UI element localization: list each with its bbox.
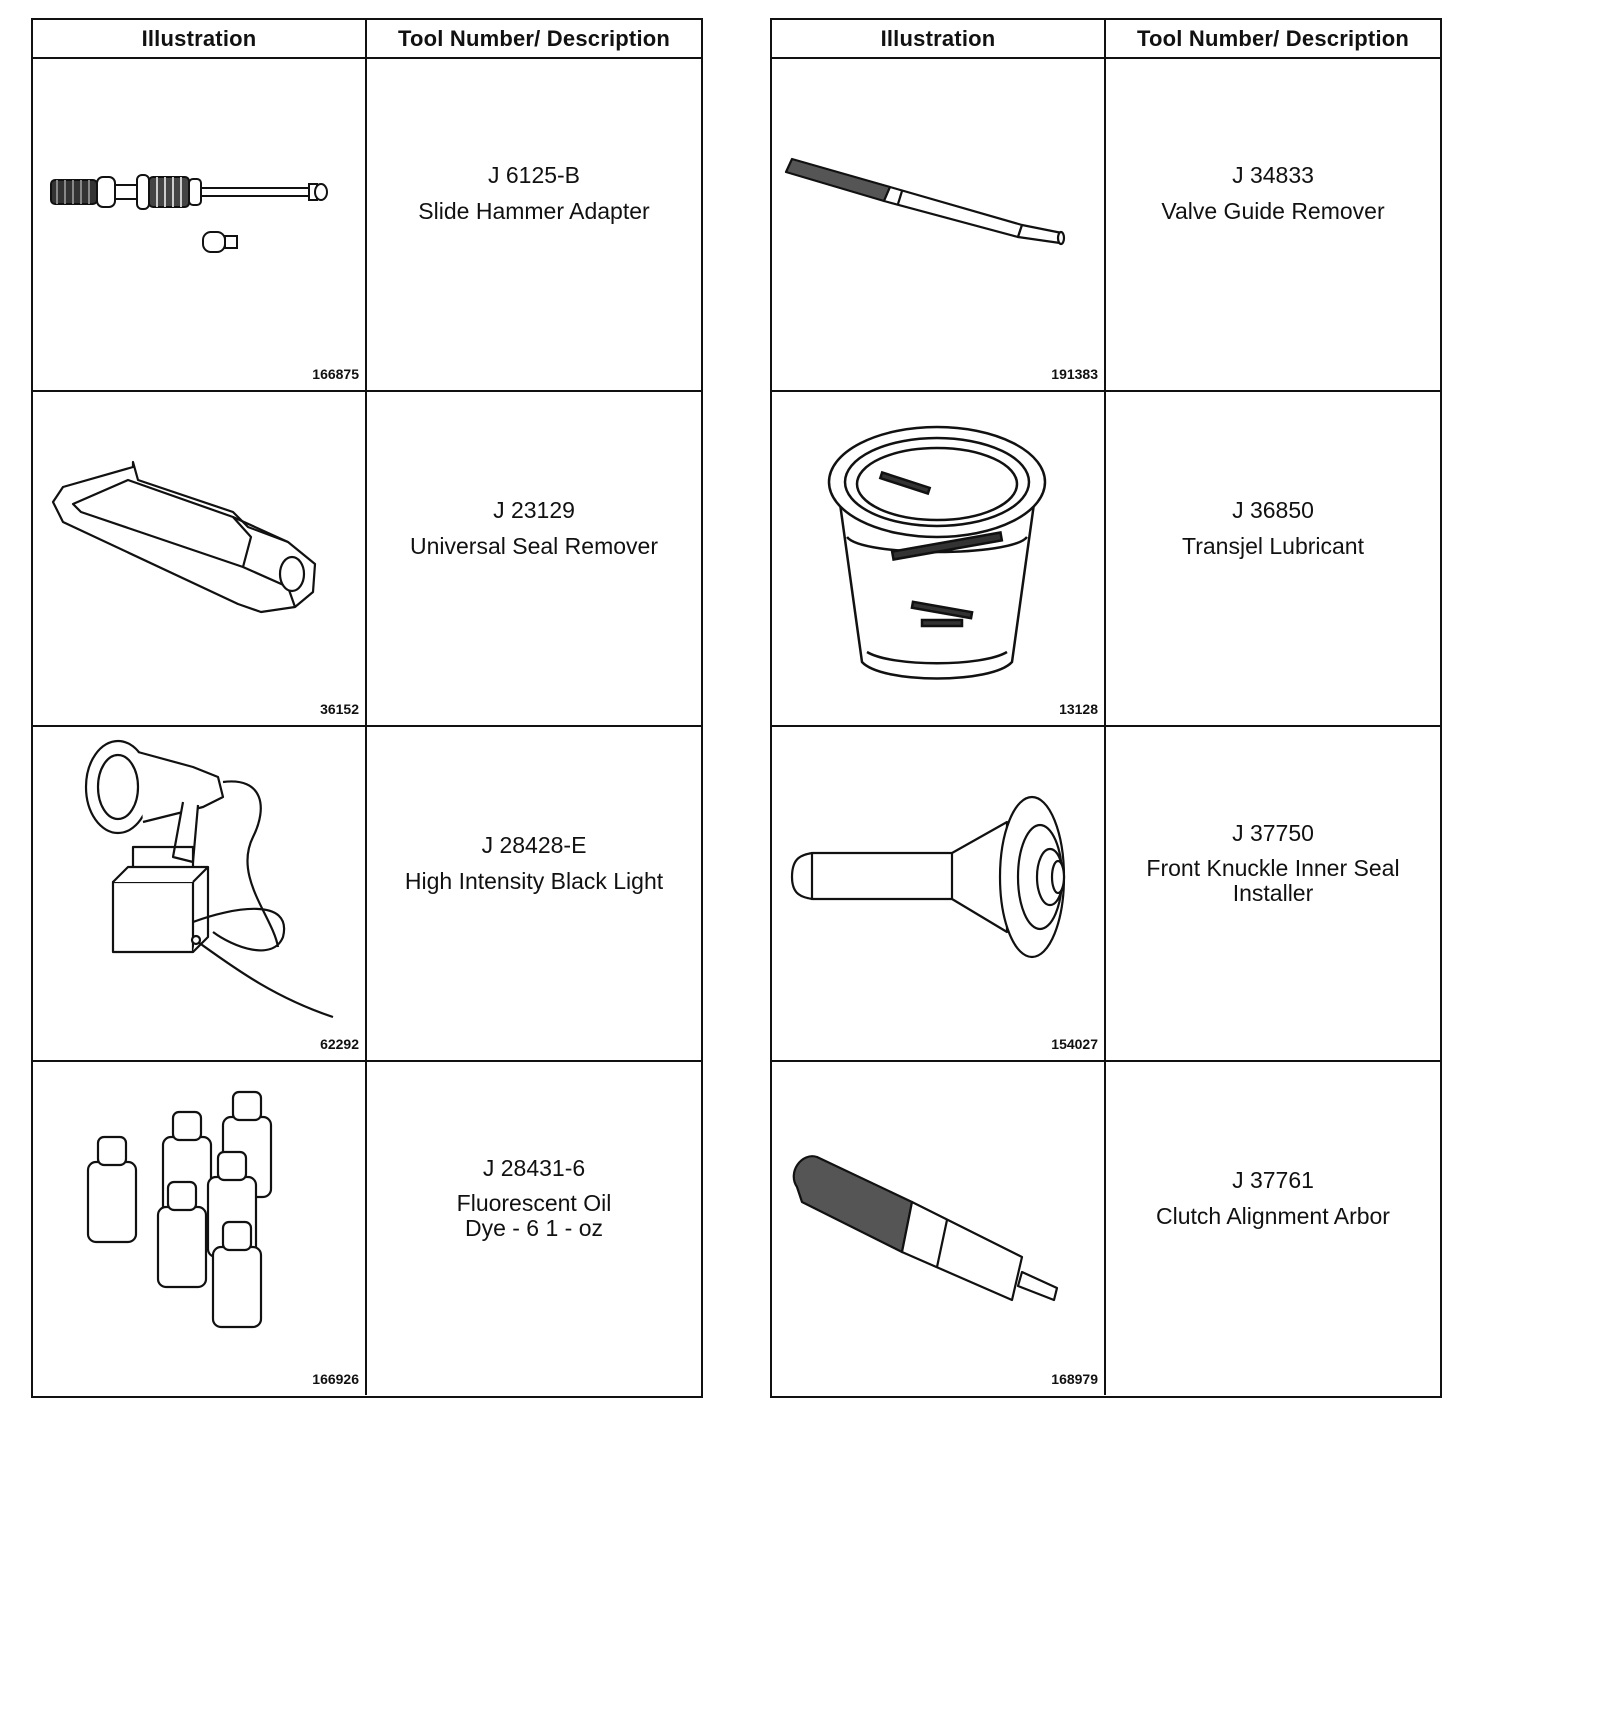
figure-number: 166926 <box>312 1371 359 1387</box>
illustration-cell <box>772 392 1106 725</box>
seal-installer-icon <box>772 727 1102 1057</box>
figure-number: 154027 <box>1051 1036 1098 1052</box>
tool-table-right <box>770 18 1442 1398</box>
tool-number: J 6125-B <box>487 162 581 189</box>
tool-name: Transjel Lubricant <box>1182 532 1364 559</box>
tool-description-cell <box>367 1062 701 1395</box>
table-row <box>33 1062 701 1395</box>
alignment-arbor-icon <box>772 1062 1102 1392</box>
tool-name: High Intensity Black Light <box>404 867 664 894</box>
table-row <box>772 57 1440 392</box>
dye-bottles-icon <box>33 1062 363 1392</box>
tool-number: J 34833 <box>1232 162 1314 189</box>
tool-name: Valve Guide Remover <box>1161 197 1385 224</box>
tool-name: Clutch Alignment Arbor <box>1156 1202 1390 1229</box>
illustration-cell <box>772 727 1106 1060</box>
tool-number: J 36850 <box>1232 497 1314 524</box>
illustration-header: Illustration <box>772 20 1106 57</box>
tool-description-cell <box>1106 57 1440 390</box>
illustration-header: Illustration <box>33 20 367 57</box>
tool-number: J 37761 <box>1232 1167 1314 1194</box>
figure-number: 191383 <box>1051 366 1098 382</box>
valve-guide-remover-icon <box>772 57 1102 387</box>
figure-number: 62292 <box>320 1036 359 1052</box>
seal-remover-icon <box>33 392 363 722</box>
tool-name: Front Knuckle Inner Seal Installer <box>1146 854 1400 907</box>
tool-description-cell <box>367 727 701 1060</box>
table-row <box>772 727 1440 1062</box>
tool-description-cell <box>1106 1062 1440 1395</box>
table-header <box>33 20 701 59</box>
table-row <box>33 727 701 1062</box>
illustration-cell <box>33 57 367 390</box>
illustration-cell <box>33 1062 367 1395</box>
illustration-cell <box>772 57 1106 390</box>
tool-table-left <box>31 18 703 1398</box>
lubricant-tub-icon <box>772 392 1102 722</box>
tool-header: Tool Number/ Description <box>1136 25 1410 51</box>
figure-number: 166875 <box>312 366 359 382</box>
figure-number: 13128 <box>1059 701 1098 717</box>
tool-name: Slide Hammer Adapter <box>418 197 650 224</box>
tool-description-cell <box>367 392 701 725</box>
tool-description-cell <box>1106 727 1440 1060</box>
illustration-cell <box>33 392 367 725</box>
table-row <box>33 392 701 727</box>
table-header <box>772 20 1440 59</box>
figure-number: 168979 <box>1051 1371 1098 1387</box>
tool-description-cell <box>367 57 701 390</box>
tool-number: J 23129 <box>493 497 575 524</box>
tool-number: J 37750 <box>1232 819 1314 846</box>
tool-number: J 28431-6 <box>482 1154 586 1181</box>
tool-name: Universal Seal Remover <box>410 532 658 559</box>
table-row <box>33 57 701 392</box>
black-light-icon <box>33 727 363 1057</box>
table-row <box>772 392 1440 727</box>
figure-number: 36152 <box>320 701 359 717</box>
illustration-cell <box>772 1062 1106 1395</box>
tool-name: Fluorescent Oil Dye - 6 1 - oz <box>456 1189 612 1242</box>
illustration-cell <box>33 727 367 1060</box>
tool-description-cell <box>1106 392 1440 725</box>
table-row <box>772 1062 1440 1395</box>
tool-header: Tool Number/ Description <box>397 25 671 51</box>
tool-number: J 28428-E <box>481 832 587 859</box>
slide-hammer-adapter-icon <box>33 57 363 387</box>
